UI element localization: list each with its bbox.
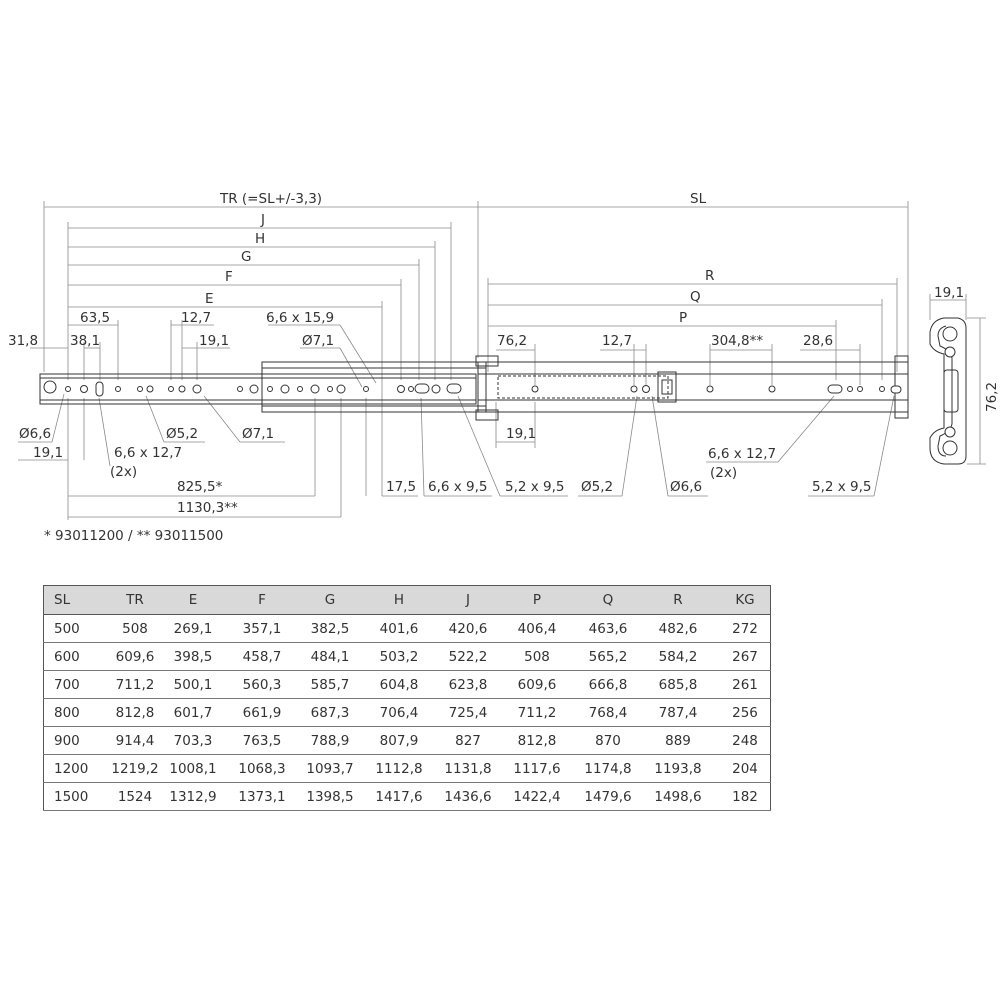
table-cell: 666,8 [580, 671, 636, 699]
column-header-g: G [304, 586, 356, 615]
table-cell: 522,2 [442, 643, 494, 671]
table-cell: 1131,8 [442, 755, 494, 783]
table-cell: 1524 [104, 783, 166, 811]
table-cell: 703,3 [166, 727, 220, 755]
column-header-q: Q [580, 586, 636, 615]
table-cell: 827 [442, 727, 494, 755]
label-2x-left: (2x) [110, 464, 138, 480]
table-cell: 1498,6 [636, 783, 720, 811]
table-row [44, 671, 771, 699]
table-cell: 609,6 [494, 671, 580, 699]
table-row [44, 755, 771, 783]
label-76-2-profile: 76,2 [984, 381, 1000, 412]
label-j: J [261, 212, 265, 228]
label-6-6x9-5: 6,6 x 9,5 [428, 479, 488, 495]
table-cell: 508 [494, 643, 580, 671]
table-cell: 807,9 [356, 727, 442, 755]
table-cell: 788,9 [304, 727, 356, 755]
table-cell: 1422,4 [494, 783, 580, 811]
column-header-r: R [636, 586, 720, 615]
table-cell: 256 [720, 699, 771, 727]
table-cell: 711,2 [104, 671, 166, 699]
table-cell: 1093,7 [304, 755, 356, 783]
table-cell: 500 [44, 615, 105, 643]
table-cell: 484,1 [304, 643, 356, 671]
table-header-row [44, 586, 771, 615]
rail-profile [930, 318, 966, 464]
table-row [44, 699, 771, 727]
label-76-2: 76,2 [497, 333, 528, 349]
table-cell: 1068,3 [220, 755, 304, 783]
label-38-1: 38,1 [70, 333, 101, 349]
label-r: R [705, 268, 715, 284]
table-cell: 398,5 [166, 643, 220, 671]
dimension-table [43, 585, 771, 811]
table-cell: 1500 [44, 783, 105, 811]
label-sl: SL [690, 191, 707, 207]
table-cell: 685,8 [636, 671, 720, 699]
label-1130-3: 1130,3** [177, 500, 238, 516]
table-cell: 482,6 [636, 615, 720, 643]
table-cell: 787,4 [636, 699, 720, 727]
table-cell: 601,7 [166, 699, 220, 727]
label-12-7-left: 12,7 [181, 310, 212, 326]
table-cell: 248 [720, 727, 771, 755]
table-cell: 687,3 [304, 699, 356, 727]
label-2x-right: (2x) [710, 465, 738, 481]
table-cell: 1112,8 [356, 755, 442, 783]
table-cell: 1398,5 [304, 783, 356, 811]
label-p: P [679, 310, 688, 326]
table-cell: 1219,2 [104, 755, 166, 783]
table-cell: 585,7 [304, 671, 356, 699]
table-cell: 1193,8 [636, 755, 720, 783]
table-cell: 914,4 [104, 727, 166, 755]
table-cell: 401,6 [356, 615, 442, 643]
table-cell: 267 [720, 643, 771, 671]
label-dia6-6-right: Ø6,6 [670, 479, 703, 495]
label-19-1-left: 19,1 [33, 445, 64, 461]
table-cell: 261 [720, 671, 771, 699]
label-e: E [205, 291, 214, 307]
table-cell: 889 [636, 727, 720, 755]
column-header-kg: KG [720, 586, 771, 615]
table-cell: 700 [44, 671, 105, 699]
label-dia5-2-right: Ø5,2 [581, 479, 614, 495]
label-f: F [225, 269, 233, 285]
table-cell: 503,2 [356, 643, 442, 671]
label-304-8: 304,8** [711, 333, 764, 349]
label-6-6x12-7-right: 6,6 x 12,7 [708, 446, 777, 462]
label-dia7-1-top: Ø7,1 [302, 333, 335, 349]
column-header-tr: TR [104, 586, 166, 615]
column-header-sl: SL [44, 586, 105, 615]
table-cell: 1417,6 [356, 783, 442, 811]
label-q: Q [690, 289, 701, 305]
column-header-e: E [166, 586, 220, 615]
label-dia5-2-left: Ø5,2 [166, 426, 199, 442]
label-12-7-right: 12,7 [602, 333, 633, 349]
table-cell: 382,5 [304, 615, 356, 643]
table-cell: 800 [44, 699, 105, 727]
table-cell: 584,2 [636, 643, 720, 671]
table-cell: 458,7 [220, 643, 304, 671]
table-cell: 661,9 [220, 699, 304, 727]
label-28-6: 28,6 [803, 333, 834, 349]
table-cell: 565,2 [580, 643, 636, 671]
label-5-2x9-5-mid: 5,2 x 9,5 [505, 479, 565, 495]
label-dia6-6-left: Ø6,6 [19, 426, 52, 442]
table-cell: 600 [44, 643, 105, 671]
label-5-2x9-5-right: 5,2 x 9,5 [812, 479, 872, 495]
table-cell: 508 [104, 615, 166, 643]
table-cell: 1312,9 [166, 783, 220, 811]
dimension-labels [8, 191, 1000, 516]
label-825-5: 825,5* [177, 479, 223, 495]
table-cell: 706,4 [356, 699, 442, 727]
table-cell: 182 [720, 783, 771, 811]
label-19-1-mid: 19,1 [506, 426, 537, 442]
table-cell: 1008,1 [166, 755, 220, 783]
table-row [44, 727, 771, 755]
label-17-5: 17,5 [386, 479, 417, 495]
label-31-8: 31,8 [8, 333, 39, 349]
table-body [44, 615, 771, 811]
table-cell: 269,1 [166, 615, 220, 643]
footnote: * 93011200 / ** 93011500 [44, 528, 224, 544]
table-cell: 1436,6 [442, 783, 494, 811]
table-row [44, 615, 771, 643]
dimension-lines [18, 201, 986, 520]
table-cell: 763,5 [220, 727, 304, 755]
table-cell: 768,4 [580, 699, 636, 727]
mounting-holes [44, 381, 901, 396]
label-tr: TR (=SL+/-3,3) [220, 191, 323, 207]
table-row [44, 643, 771, 671]
table-cell: 812,8 [104, 699, 166, 727]
table-cell: 900 [44, 727, 105, 755]
table-row [44, 783, 771, 811]
table-cell: 812,8 [494, 727, 580, 755]
label-dia7-1-bottom: Ø7,1 [242, 426, 275, 442]
table-cell: 1117,6 [494, 755, 580, 783]
label-19-1-profile: 19,1 [934, 285, 965, 301]
table-cell: 1479,6 [580, 783, 636, 811]
table-cell: 623,8 [442, 671, 494, 699]
table-cell: 870 [580, 727, 636, 755]
table-cell: 1373,1 [220, 783, 304, 811]
label-h: H [255, 231, 266, 247]
table-cell: 420,6 [442, 615, 494, 643]
table-cell: 463,6 [580, 615, 636, 643]
table-cell: 609,6 [104, 643, 166, 671]
table-cell: 357,1 [220, 615, 304, 643]
column-header-p: P [494, 586, 580, 615]
column-header-j: J [442, 586, 494, 615]
table-cell: 1200 [44, 755, 105, 783]
column-header-f: F [220, 586, 304, 615]
label-6-6x12-7-left: 6,6 x 12,7 [114, 445, 183, 461]
table-cell: 500,1 [166, 671, 220, 699]
label-6-6x15-9: 6,6 x 15,9 [266, 310, 335, 326]
label-g: G [241, 249, 252, 265]
table-cell: 272 [720, 615, 771, 643]
table-cell: 406,4 [494, 615, 580, 643]
label-19-1-top: 19,1 [199, 333, 230, 349]
table-cell: 711,2 [494, 699, 580, 727]
table-cell: 604,8 [356, 671, 442, 699]
table-cell: 725,4 [442, 699, 494, 727]
table-cell: 560,3 [220, 671, 304, 699]
table-cell: 1174,8 [580, 755, 636, 783]
label-63-5: 63,5 [80, 310, 111, 326]
column-header-h: H [356, 586, 442, 615]
table-cell: 204 [720, 755, 771, 783]
